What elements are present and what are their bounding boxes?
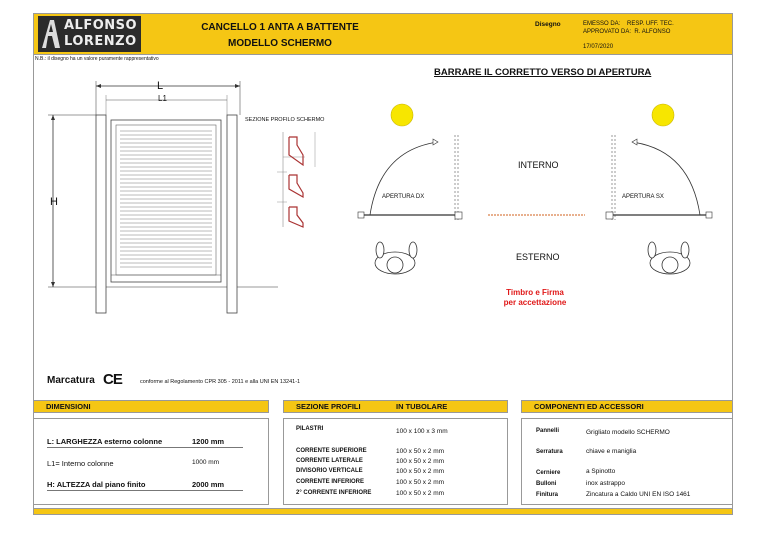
sez-row-1-value: 100 x 50 x 2 mm (396, 448, 445, 455)
approvato-value: R. ALFONSO (634, 29, 671, 35)
logo-text-line2: LORENZO (64, 34, 137, 49)
section-profile-title: SEZIONE PROFILO SCHERMO (245, 117, 325, 123)
dim-row-0-divider (47, 447, 243, 448)
apertura-dx-label[interactable]: APERTURA DX (382, 194, 425, 200)
comp-row-4-value: Zincatura a Caldo UNI EN ISO 1461 (586, 491, 691, 498)
sez-row-3-value: 100 x 50 x 2 mm (396, 468, 445, 475)
sez-row-4-value: 100 x 50 x 2 mm (396, 479, 445, 486)
issue-date: 17/07/2020 (583, 44, 614, 50)
sez-row-5-value: 100 x 50 x 2 mm (396, 490, 445, 497)
dim-row-2-value: 2000 mm (192, 480, 225, 489)
dim-row-2-label: H: ALTEZZA dal piano finito (47, 480, 146, 489)
emesso-value: RESP. UFF. TEC. (627, 21, 674, 27)
section-profile-drawing (275, 127, 330, 232)
logo-mark-icon (40, 18, 62, 50)
drawing-title: CANCELLO 1 ANTA A BATTENTE (201, 22, 359, 33)
person-right-icon (648, 242, 690, 274)
dim-h-label: H (50, 196, 58, 208)
comp-row-0-label: Pannelli (536, 428, 560, 434)
sezione-subtitle: IN TUBOLARE (396, 402, 448, 411)
sun-right-icon (652, 104, 674, 126)
comp-row-2-value: a Spinotto (586, 468, 616, 475)
comp-row-1-value: chiave e maniglia (586, 448, 637, 455)
marcatura-text: conforme al Regolamento CPR 305 - 2011 e alla UNI EN 13241-1 (140, 379, 301, 385)
sez-row-4-label: CORRENTE INFERIORE (296, 479, 365, 485)
ce-mark-icon: CE (103, 371, 122, 388)
dim-row-1-label: L1= Interno colonne (47, 459, 114, 468)
esterno-label: ESTERNO (516, 252, 560, 262)
sez-row-0-label: PILASTRI (296, 426, 324, 432)
approvato-label: APPROVATO DA: (583, 29, 632, 35)
marcatura-label: Marcatura (47, 375, 95, 386)
comp-row-0-value: Grigliato modello SCHERMO (586, 429, 670, 436)
sez-row-1-label: CORRENTE SUPERIORE (296, 448, 367, 454)
emesso-label: EMESSO DA: (583, 21, 621, 27)
drawing-subtitle: MODELLO SCHERMO (228, 38, 332, 49)
disclaimer-note: N.B.: il disegno ha un valore puramente rappresentativo (35, 56, 159, 62)
logo-text-line1: ALFONSO (64, 18, 138, 33)
emesso-row (583, 20, 674, 28)
sez-row-2-label: CORRENTE LATERALE (296, 458, 363, 464)
componenti-header: COMPONENTI ED ACCESSORI (521, 400, 733, 413)
dim-l-label: L (157, 80, 164, 92)
sezione-header (283, 400, 508, 413)
dim-row-0-label: L: LARGHEZZA esterno colonne (47, 437, 163, 446)
dim-l1-label: L1 (158, 94, 167, 103)
interno-label: INTERNO (518, 160, 559, 170)
sun-left-icon (391, 104, 413, 126)
dim-row-1-value: 1000 mm (192, 459, 220, 466)
dimensioni-header: DIMENSIONI (33, 400, 269, 413)
sez-row-5-label: 2° CORRENTE INFERIORE (296, 490, 372, 496)
person-left-icon (375, 242, 417, 274)
comp-row-3-label: Bulloni (536, 481, 557, 487)
apertura-sx-label[interactable]: APERTURA SX (622, 194, 664, 200)
sez-row-0-value: 100 x 100 x 3 mm (396, 428, 448, 435)
disegno-label: Disegno (535, 21, 561, 28)
comp-row-2-label: Cerniere (536, 470, 561, 476)
approvato-row (583, 28, 670, 36)
stamp-signature-line2: per accettazione (503, 298, 567, 307)
sezione-title: SEZIONE PROFILI (296, 402, 361, 411)
comp-row-1-label: Serratura (536, 449, 563, 455)
comp-row-4-label: Finitura (536, 492, 558, 498)
sez-row-2-value: 100 x 50 x 2 mm (396, 458, 445, 465)
comp-row-3-value: inox astrappo (586, 480, 626, 487)
sez-row-3-label: DIVISORIO VERTICALE (296, 468, 363, 474)
stamp-signature-line1: Timbro e Firma (506, 288, 564, 297)
dim-row-0-value: 1200 mm (192, 437, 225, 446)
dim-row-2-divider (47, 490, 243, 491)
footer-strip (33, 508, 733, 515)
opening-instruction: BARRARE IL CORRETTO VERSO DI APERTURA (434, 67, 652, 78)
